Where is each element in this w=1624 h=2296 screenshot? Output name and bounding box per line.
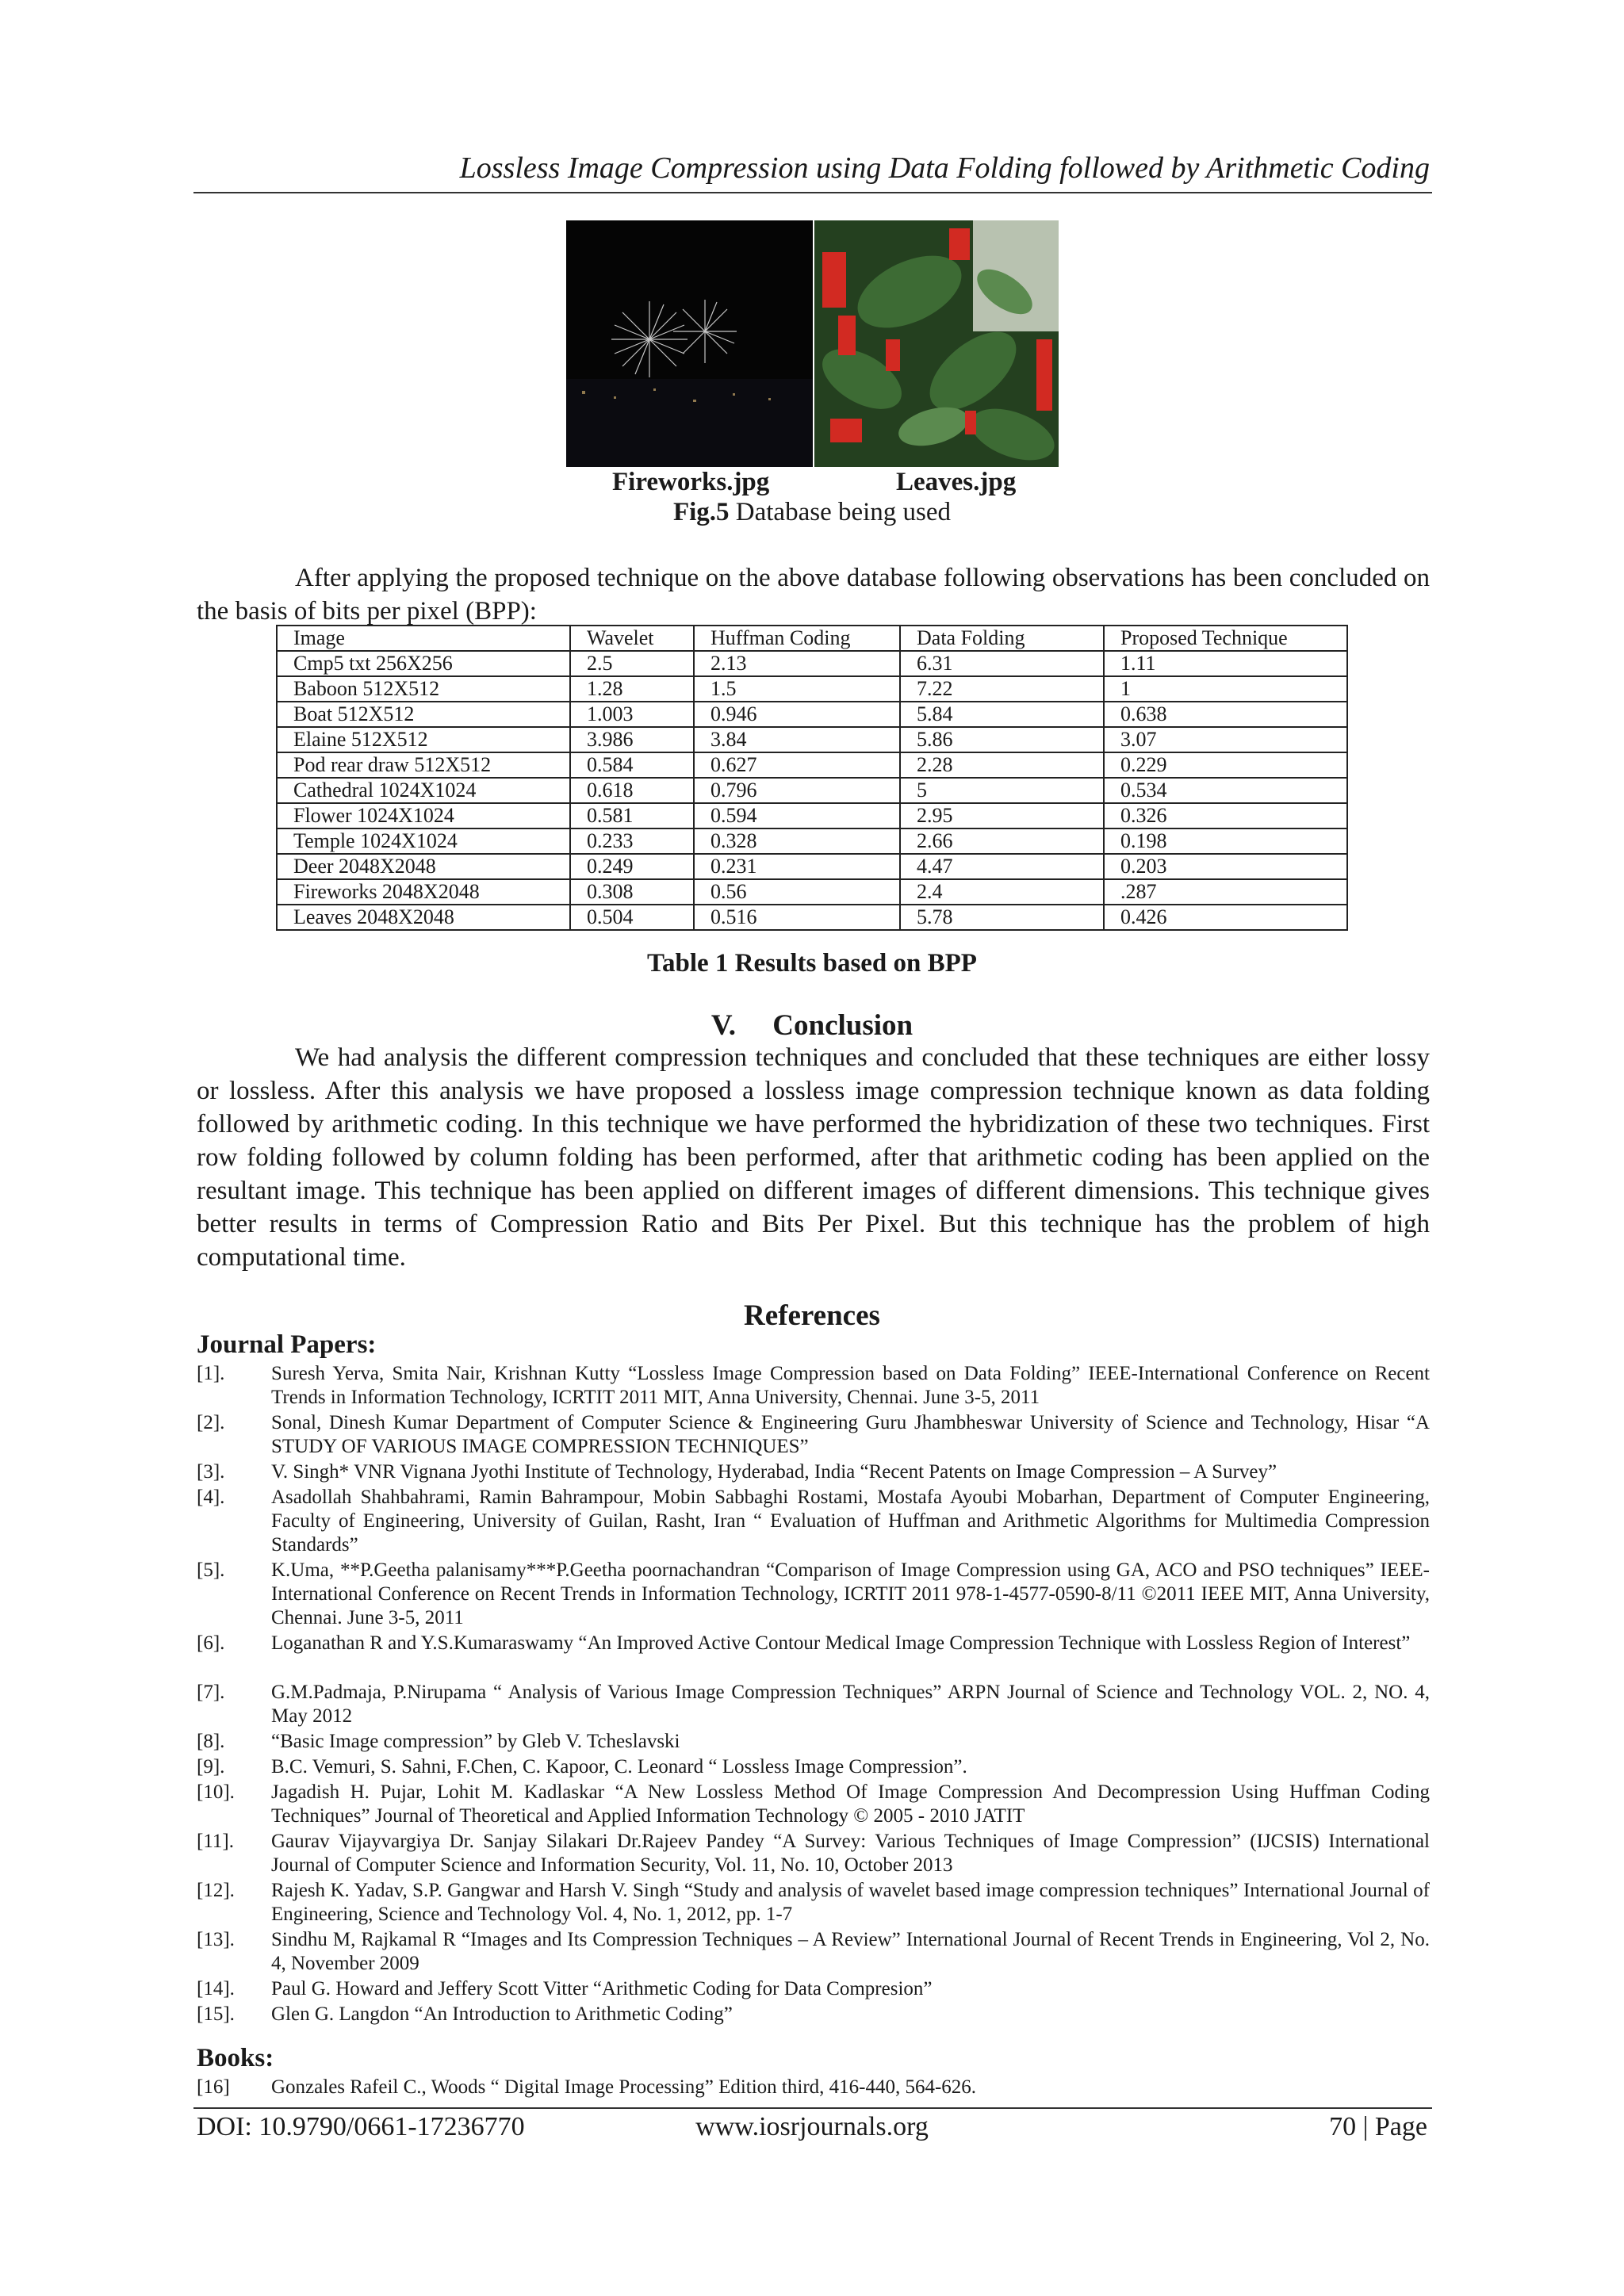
leaves-image [814, 220, 1059, 467]
reference-item [197, 1559, 1430, 1630]
running-header: Lossless Image Compression using Data Folding followed by Arithmetic Coding [459, 151, 1430, 185]
table-cell: 2.4 [900, 879, 1104, 905]
reference-number: [10]. [197, 1781, 235, 1803]
reference-text: Gaurav Vijayvargiya Dr. Sanjay Silakari Dr.Rajeev Pandey “A Survey: Various Techniques of Image Compression” (IJCSIS) International Journal of Computer Science and Information Security, Vol. 11, No. 10, October 2013 [271, 1831, 1430, 1876]
table-cell: 0.584 [570, 752, 694, 778]
table-cell: 0.203 [1104, 854, 1347, 879]
table-cell: 4.47 [900, 854, 1104, 879]
reference-item [197, 2076, 1430, 2099]
results-table-body [277, 626, 1347, 930]
references-heading: References [744, 1299, 880, 1332]
reference-item [197, 2003, 1430, 2026]
reference-item [197, 1730, 1430, 1754]
reference-item [197, 1362, 1430, 1410]
reference-number: [8]. [197, 1731, 225, 1752]
reference-text: K.Uma, **P.Geetha palanisamy***P.Geetha poornachandran “Comparison of Image Compression using GA, ACO and PSO techniques” IEEE-International Conference on Recent Trends in Information Technology, ICRTIT 2011 978-1-4577-0590-8/11 ©2011 IEEE MIT, Anna University, Chennai. June 3-5, 2011 [271, 1559, 1430, 1628]
reference-text: “Basic Image compression” by Gleb V. Tcheslavski [271, 1731, 680, 1752]
reference-item [197, 1681, 1430, 1728]
table-cell: 0.308 [570, 879, 694, 905]
reference-number: [13]. [197, 1929, 235, 1950]
figure-caption-text: Database being used [729, 498, 952, 526]
table-header-row [277, 626, 1347, 651]
reference-item [197, 1879, 1430, 1927]
footer-rule [193, 2107, 1432, 2109]
table-cell: 0.249 [570, 854, 694, 879]
table-cell: 1 [1104, 676, 1347, 702]
table-cell: Fireworks 2048X2048 [277, 879, 570, 905]
table-cell: 0.796 [694, 778, 900, 803]
table-row [277, 828, 1347, 854]
reference-text: B.C. Vemuri, S. Sahni, F.Chen, C. Kapoor, C. Leonard “ Lossless Image Compression”. [271, 1756, 967, 1777]
table-cell: 0.198 [1104, 828, 1347, 854]
reference-item [197, 1781, 1430, 1828]
table-cell: 5.78 [900, 905, 1104, 930]
table-cell: 2.5 [570, 651, 694, 676]
table-cell: Deer 2048X2048 [277, 854, 570, 879]
table-cell: 0.504 [570, 905, 694, 930]
reference-item [197, 1830, 1430, 1877]
reference-text: Jagadish H. Pujar, Lohit M. Kadlaskar “A New Lossless Method Of Image Compression And Decompression Using Huffman Coding Techniques” Journal of Theoretical and Applied Information Technology © 2005 - 2010 JATIT [271, 1781, 1430, 1827]
table-cell: 0.328 [694, 828, 900, 854]
reference-item [197, 1411, 1430, 1459]
table-cell: Baboon 512X512 [277, 676, 570, 702]
table-row [277, 854, 1347, 879]
table-cell: Cathedral 1024X1024 [277, 778, 570, 803]
table-row [277, 727, 1347, 752]
table-cell: 5.86 [900, 727, 1104, 752]
table-cell: 0.638 [1104, 702, 1347, 727]
table-cell: .287 [1104, 879, 1347, 905]
reference-number: [16] [197, 2076, 230, 2098]
table-row [277, 676, 1347, 702]
table-header-cell: Proposed Technique [1104, 626, 1347, 651]
intro-paragraph-text: After applying the proposed technique on the above database following observations has been concluded on the basis of bits per pixel (BPP): [197, 564, 1430, 626]
table-row [277, 879, 1347, 905]
table-header-cell: Image [277, 626, 570, 651]
table-cell: 0.618 [570, 778, 694, 803]
reference-text: Sindhu M, Rajkamal R “Images and Its Compression Techniques – A Review” International Journal of Recent Trends in Engineering, Vol 2, No. 4, November 2009 [271, 1929, 1430, 1974]
table-cell: 5 [900, 778, 1104, 803]
table-cell: 3.986 [570, 727, 694, 752]
reference-item [197, 1928, 1430, 1976]
fireworks-image [566, 220, 813, 467]
footer-site: www.iosrjournals.org [695, 2112, 929, 2141]
reference-text: Loganathan R and Y.S.Kumaraswamy “An Improved Active Contour Medical Image Compression Technique with Lossless Region of Interest” [271, 1632, 1411, 1654]
header-rule [193, 192, 1432, 193]
reference-number: [12]. [197, 1880, 235, 1901]
table-row [277, 651, 1347, 676]
table-header-cell: Wavelet [570, 626, 694, 651]
reference-number: [2]. [197, 1412, 225, 1433]
journal-papers-heading: Journal Papers: [197, 1330, 377, 1359]
reference-text: G.M.Padmaja, P.Nirupama “ Analysis of Various Image Compression Techniques” ARPN Journal of Science and Technology VOL. 2, NO. 4, May 2012 [271, 1682, 1430, 1727]
footer-doi: DOI: 10.9790/0661-17236770 [197, 2112, 525, 2141]
table-cell: 2.66 [900, 828, 1104, 854]
reference-text: Rajesh K. Yadav, S.P. Gangwar and Harsh V. Singh “Study and analysis of wavelet based image compression techniques” International Journal of Engineering, Science and Technology Vol. 4, No. 1, 2012, pp. 1-7 [271, 1880, 1430, 1925]
reference-number: [15]. [197, 2003, 235, 2025]
table-header-cell: Data Folding [900, 626, 1104, 651]
reference-number: [6]. [197, 1632, 225, 1654]
books-heading: Books: [197, 2044, 274, 2072]
table-cell: Cmp5 txt 256X256 [277, 651, 570, 676]
table-cell: 0.56 [694, 879, 900, 905]
table-cell: 0.627 [694, 752, 900, 778]
reference-text: Glen G. Langdon “An Introduction to Arithmetic Coding” [271, 2003, 733, 2025]
reference-text: Sonal, Dinesh Kumar Department of Computer Science & Engineering Guru Jhambheswar University of Science and Technology, Hisar “A STUDY OF VARIOUS IMAGE COMPRESSION TECHNIQUES” [271, 1412, 1430, 1457]
reference-item [197, 1755, 1430, 1779]
fireworks-caption: Fireworks.jpg [612, 468, 770, 496]
reference-number: [3]. [197, 1461, 225, 1483]
table-cell: 2.13 [694, 651, 900, 676]
table-cell: 2.28 [900, 752, 1104, 778]
table-row [277, 702, 1347, 727]
reference-number: [4]. [197, 1487, 225, 1508]
reference-number: [11]. [197, 1831, 234, 1852]
table-cell: 1.003 [570, 702, 694, 727]
table-cell: 1.11 [1104, 651, 1347, 676]
table-cell: Leaves 2048X2048 [277, 905, 570, 930]
table-cell: Elaine 512X512 [277, 727, 570, 752]
table-cell: 0.231 [694, 854, 900, 879]
table-cell: 0.326 [1104, 803, 1347, 828]
conclusion-heading: V. Conclusion [710, 1009, 914, 1042]
table-cell: Pod rear draw 512X512 [277, 752, 570, 778]
table-row [277, 778, 1347, 803]
table-cell: 2.95 [900, 803, 1104, 828]
table-row [277, 905, 1347, 930]
table-row [277, 803, 1347, 828]
table-cell: 0.426 [1104, 905, 1347, 930]
reference-number: [14]. [197, 1978, 235, 1999]
table-cell: Boat 512X512 [277, 702, 570, 727]
conclusion-text: We had analysis the different compression techniques and concluded that these techniques are either lossy or lossless. After this analysis we have proposed a lossless image compression technique known as data folding followed by arithmetic coding. In this technique we have performed the hybridization of these two techniques. First row folding followed by column folding has been performed, after that arithmetic coding has been applied on the resultant image. This technique has been applied on different images of different dimensions. This technique gives better results in terms of Compression Ratio and Bits Per Pixel. But this technique has the problem of high computational time. [197, 1043, 1430, 1272]
table-header-cell: Huffman Coding [694, 626, 900, 651]
figure-label: Fig.5 [672, 498, 730, 526]
table-cell: 3.84 [694, 727, 900, 752]
results-table [276, 625, 1348, 931]
table-cell: Temple 1024X1024 [277, 828, 570, 854]
reference-text: Paul G. Howard and Jeffery Scott Vitter “Arithmetic Coding for Data Compresion” [271, 1978, 933, 1999]
reference-number: [9]. [197, 1756, 225, 1777]
table-cell: 0.229 [1104, 752, 1347, 778]
reference-number: [1]. [197, 1363, 225, 1384]
footer-page-number: 70 | Page [1329, 2112, 1427, 2141]
table-cell: 6.31 [900, 651, 1104, 676]
table-cell: 7.22 [900, 676, 1104, 702]
reference-item [197, 1632, 1430, 1655]
intro-paragraph [197, 561, 1430, 628]
table-cell: Flower 1024X1024 [277, 803, 570, 828]
reference-number: [5]. [197, 1559, 225, 1581]
reference-text: Gonzales Rafeil C., Woods “ Digital Image Processing” Edition third, 416-440, 564-626. [271, 2076, 977, 2098]
table-cell: 0.581 [570, 803, 694, 828]
table-row [277, 752, 1347, 778]
table-cell: 1.28 [570, 676, 694, 702]
reference-item [197, 1460, 1430, 1484]
table-cell: 0.534 [1104, 778, 1347, 803]
figure-caption [0, 498, 1624, 527]
table-cell: 0.516 [694, 905, 900, 930]
table-cell: 3.07 [1104, 727, 1347, 752]
reference-item [197, 1486, 1430, 1557]
table-cell: 1.5 [694, 676, 900, 702]
table-cell: 5.84 [900, 702, 1104, 727]
table-cell: 0.946 [694, 702, 900, 727]
leaves-caption: Leaves.jpg [896, 468, 1017, 496]
conclusion-paragraph [197, 1041, 1430, 1274]
reference-text: Asadollah Shahbahrami, Ramin Bahrampour, Mobin Sabbaghi Rostami, Mostafa Ayoubi Mobarhan, Department of Computer Engineering, Faculty of Engineering, University of Guilan, Rasht, Iran “ Evaluation of Huffman and Arithmetic Algorithms for Multimedia Compression Standards” [271, 1487, 1430, 1556]
table-caption: Table 1 Results based on BPP [647, 949, 977, 978]
table-cell: 0.594 [694, 803, 900, 828]
reference-text: Suresh Yerva, Smita Nair, Krishnan Kutty “Lossless Image Compression based on Data Folding” IEEE-International Conference on Recent Trends in Information Technology, ICRTIT 2011 MIT, Anna University, Chennai. June 3-5, 2011 [271, 1363, 1430, 1408]
reference-number: [7]. [197, 1682, 225, 1703]
reference-item [197, 1977, 1430, 2001]
table-cell: 0.233 [570, 828, 694, 854]
reference-text: V. Singh* VNR Vignana Jyothi Institute of Technology, Hyderabad, India “Recent Patents on Image Compression – A Survey” [271, 1461, 1277, 1483]
figure-5 [566, 220, 1059, 467]
